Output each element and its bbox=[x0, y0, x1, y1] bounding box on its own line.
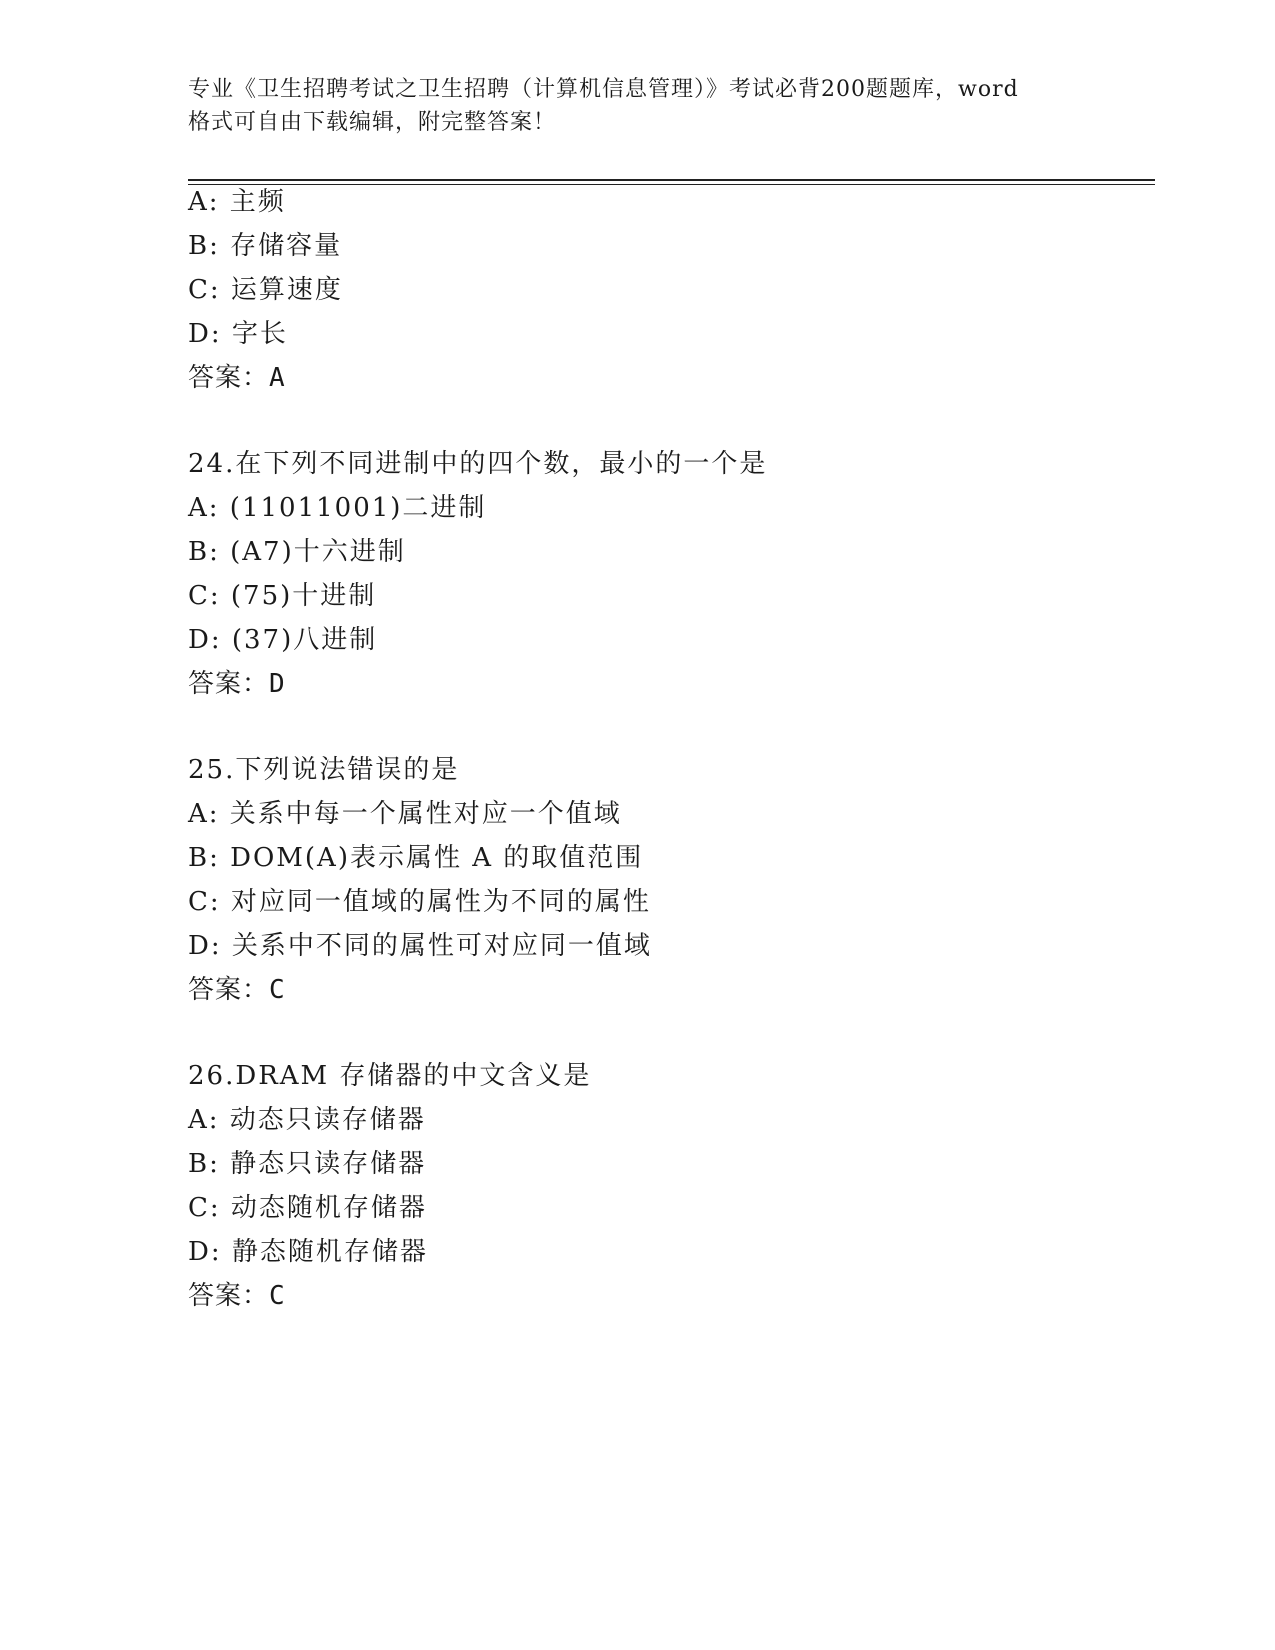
q23-option-c: C: 运算速度 bbox=[188, 275, 343, 305]
q24-question: 24.在下列不同进制中的四个数，最小的一个是 bbox=[188, 449, 768, 479]
q24-option-a: A: (11011001)二进制 bbox=[188, 493, 487, 523]
q26-answer: 答案：C bbox=[188, 1281, 286, 1311]
q26-option-d: D: 静态随机存储器 bbox=[188, 1237, 428, 1267]
header-line-1: 专业《卫生招聘考试之卫生招聘（计算机信息管理）》考试必背200题题库，word bbox=[188, 77, 1019, 102]
q26-option-c: C: 动态随机存储器 bbox=[188, 1193, 427, 1223]
q25-option-c: C: 对应同一值域的属性为不同的属性 bbox=[188, 887, 651, 917]
q24-option-c: C: (75)十进制 bbox=[188, 581, 377, 611]
q24-answer: 答案：D bbox=[188, 669, 286, 699]
header-divider bbox=[188, 179, 1155, 185]
q23-option-a: A: 主频 bbox=[188, 187, 286, 217]
q23-answer: 答案：A bbox=[188, 363, 286, 393]
q25-option-b: B: DOM(A)表示属性 A 的取值范围 bbox=[188, 843, 644, 873]
q26-option-a: A: 动态只读存储器 bbox=[188, 1105, 426, 1135]
q25-option-d: D: 关系中不同的属性可对应同一值域 bbox=[188, 931, 652, 961]
q25-option-a: A: 关系中每一个属性对应一个值域 bbox=[188, 799, 622, 829]
q23-option-b: B: 存储容量 bbox=[188, 231, 343, 261]
q24-option-b: B: (A7)十六进制 bbox=[188, 537, 406, 567]
document-header bbox=[188, 73, 1088, 139]
q23-option-d: D: 字长 bbox=[188, 319, 288, 349]
header-line-2: 格式可自由下载编辑，附完整答案！ bbox=[188, 110, 557, 135]
q26-question: 26.DRAM 存储器的中文含义是 bbox=[188, 1061, 592, 1091]
q25-answer: 答案：C bbox=[188, 975, 286, 1005]
q25-question: 25.下列说法错误的是 bbox=[188, 755, 460, 785]
q26-option-b: B: 静态只读存储器 bbox=[188, 1149, 427, 1179]
q24-option-d: D: (37)八进制 bbox=[188, 625, 378, 655]
